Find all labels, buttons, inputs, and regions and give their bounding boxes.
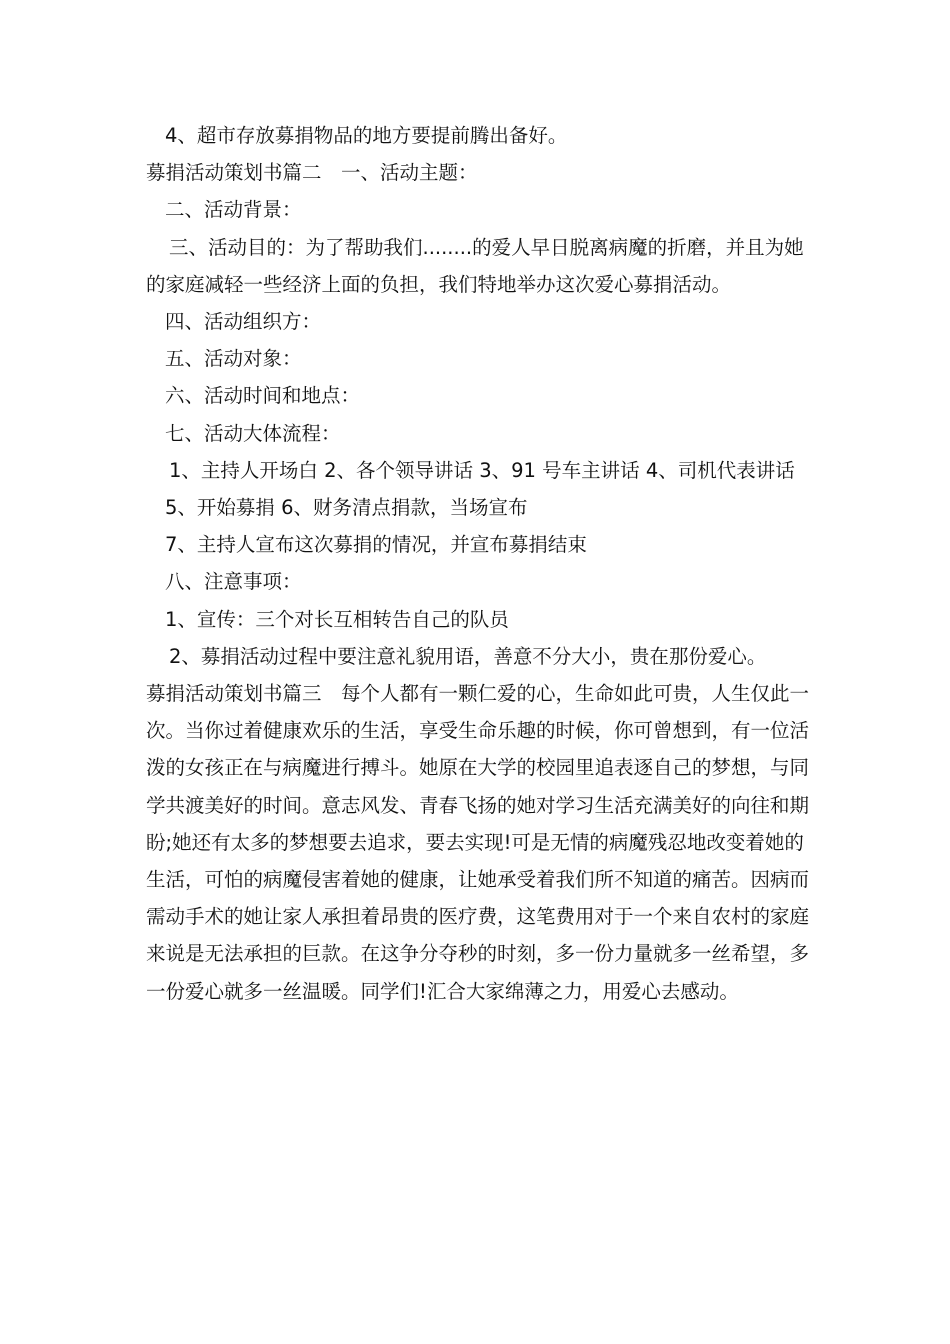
paragraph-notes-2: 2、募捐活动过程中要注意礼貌用语，善意不分大小，贵在那份爱心。: [169, 644, 767, 668]
paragraph-notes-1: 1、宣传：三个对长互相转告自己的队员: [165, 607, 509, 631]
paragraph-organizer: 四、活动组织方：: [165, 310, 322, 334]
paragraph-background: 二、活动背景：: [165, 198, 302, 222]
section-heading-plan-2: 募捐活动策划书篇二 一、活动主题：: [146, 161, 478, 185]
paragraph-process-steps-1: 1、主持人开场白 2、各个领导讲话 3、91 号车主讲话 4、司机代表讲话: [169, 458, 795, 482]
document-body: [146, 117, 811, 1010]
paragraph-process-steps-2: 5、开始募捐 6、财务清点捐款，当场宣布: [165, 496, 528, 520]
paragraph-time-place: 六、活动时间和地点：: [165, 384, 361, 408]
paragraph-notes: 八、注意事项：: [165, 570, 302, 594]
paragraph-purpose: 三、活动目的：为了帮助我们........的爱人早日脱离病魔的折磨，并且为她的家庭减轻一些经济上面的负担，我们特地举办这次爱心募捐活动。: [146, 235, 804, 296]
paragraph-process: 七、活动大体流程：: [165, 421, 341, 445]
paragraph-process-steps-3: 7、主持人宣布这次募捐的情况，并宣布募捐结束: [165, 533, 587, 557]
section-plan-3-body: 募捐活动策划书篇三 每个人都有一颗仁爱的心，生命如此可贵，人生仅此一次。当你过着健康欢乐的生活，享受生命乐趣的时候，你可曾想到，有一位活泼的女孩正在与病魔进行搏斗。她原在大学的校园里追表逐自己的梦想，与同学共渡美好的时间。意志风发、青春飞扬的她对学习生活充满美好的向往和期盼;她还有太多的梦想要去追求，要去实现!可是无情的病魔残忍地改变着她的生活，可怕的病魔侵害着她的健康，让她承受着我们所不知道的痛苦。因病而需动手术的她让家人承担着昂贵的医疗费，这笔费用对于一个来自农村的家庭来说是无法承担的巨款。在这争分夺秒的时刻，多一份力量就多一丝希望，多一份爱心就多一丝温暖。同学们!汇合大家绵薄之力，用爱心去感动。: [146, 682, 810, 1003]
paragraph-item-4: 4、超市存放募捐物品的地方要提前腾出备好。: [165, 124, 568, 147]
paragraph-target: 五、活动对象：: [165, 347, 302, 371]
